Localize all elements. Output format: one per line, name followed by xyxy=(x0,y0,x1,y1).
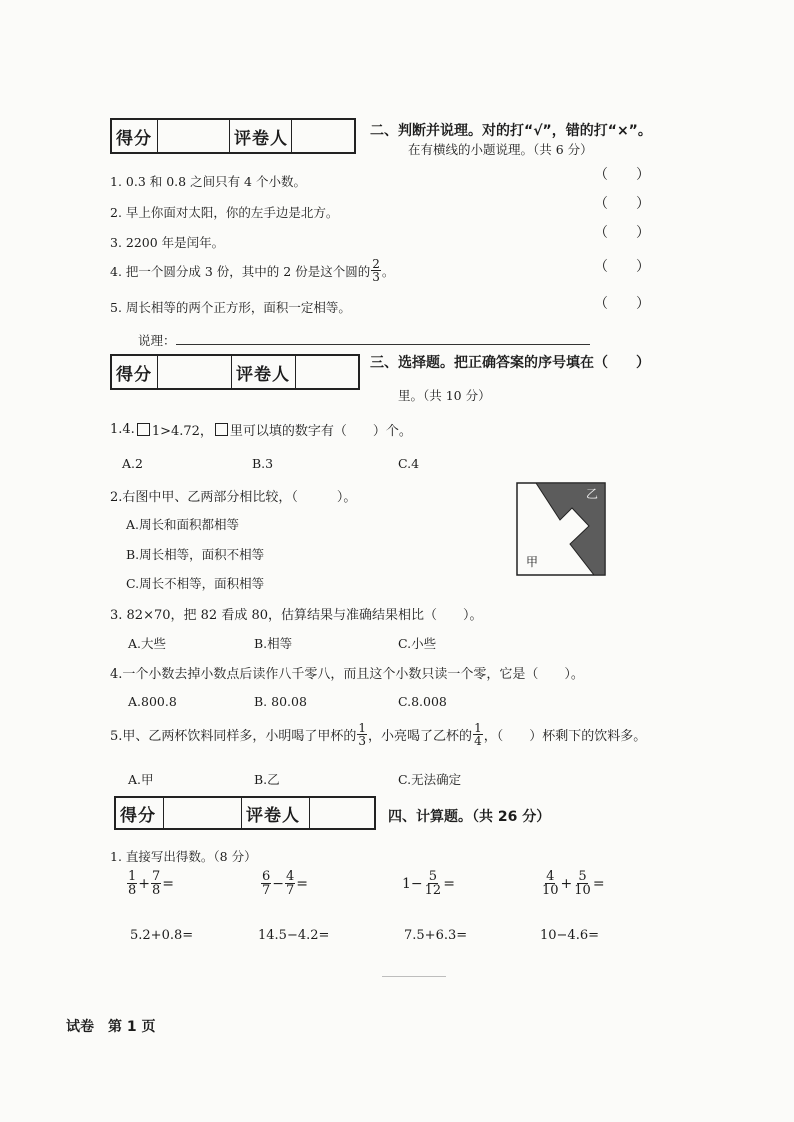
calc-item-3: 1 − $\frac{5}{12}$ = xyxy=(402,869,455,898)
q2-option-c[interactable]: C.周长不相等，面积相等 xyxy=(126,576,265,591)
fraction: $\frac{2}{3}$ xyxy=(372,257,380,284)
score-box-section4 xyxy=(114,796,376,830)
q3-option-a[interactable]: A.大些 xyxy=(128,636,167,651)
calc-subtitle: 1. 直接写出得数。（8 分） xyxy=(110,849,257,864)
q3-option-b[interactable]: B.相等 xyxy=(254,636,293,651)
fraction: $\frac{1}{3}$ xyxy=(358,721,367,748)
fraction: $\frac{1}{4}$ xyxy=(474,721,482,748)
q3-option-c[interactable]: C.小些 xyxy=(398,636,437,651)
divider xyxy=(382,976,446,977)
calc-item-7: 7.5+6.3= xyxy=(404,928,468,943)
answer-paren-5[interactable]: （ ） xyxy=(594,296,650,312)
score-box-section3 xyxy=(110,354,360,390)
grader-field[interactable] xyxy=(292,120,354,152)
calc-item-4: $\frac{4}{10}$ + $\frac{5}{10}$ = xyxy=(542,869,605,898)
score-field[interactable] xyxy=(164,798,242,828)
answer-paren-3[interactable]: （ ） xyxy=(594,225,650,241)
q5-option-a[interactable]: A.甲 xyxy=(128,772,154,787)
choice-question-5: 5.甲、乙两杯饮料同样多，小明喝了甲杯的 $\frac{1}{3}$ ，小亮喝了乙杯的 $\frac{1}{4}$ ，（ ）杯剩下的饮料多。 xyxy=(110,721,647,748)
q4-option-a[interactable]: A.800.8 xyxy=(128,694,177,709)
judge-item-5: 5. 周长相等的两个正方形，面积一定相等。 xyxy=(110,300,351,315)
q5-option-b[interactable]: B.乙 xyxy=(254,772,280,787)
figure-label-a: 甲 xyxy=(526,555,539,569)
calc-item-8: 10−4.6= xyxy=(540,928,600,943)
score-field[interactable] xyxy=(158,120,230,152)
judge-item-1: 1. 0.3 和 0.8 之间只有 4 个小数。 xyxy=(110,174,306,189)
grader-field[interactable] xyxy=(296,356,358,388)
explain-line[interactable] xyxy=(176,344,590,345)
explain-label: 说理： xyxy=(138,333,176,348)
score-label: 得分 xyxy=(116,128,152,149)
judge-item-2: 2. 早上你面对太阳，你的左手边是北方。 xyxy=(110,205,339,220)
choice-question-4: 4.一个小数去掉小数点后读作八千零八，而且这个小数只读一个零，它是（ ）。 xyxy=(110,667,584,682)
q4-option-c[interactable]: C.8.008 xyxy=(398,694,447,709)
judge-item-4: 4. 把一个圆分成 3 份，其中的 2 份是这个圆的 $\frac{2}{3}$ 。 xyxy=(110,257,395,284)
section4-title: 四、计算题。（共 26 分） xyxy=(388,809,551,825)
choice-question-2: 2.右图中甲、乙两部分相比较，（ ）。 xyxy=(110,490,357,505)
figure-label-b: 乙 xyxy=(586,487,599,501)
q4-option-b[interactable]: B. 80.08 xyxy=(254,694,307,709)
q1-option-c[interactable]: C.4 xyxy=(398,456,420,471)
q1-option-a[interactable]: A.2 xyxy=(122,456,143,471)
section2-subtitle: 在有横线的小题说理。（共 6 分） xyxy=(408,142,593,157)
answer-paren-2[interactable]: （ ） xyxy=(594,196,650,212)
grader-field[interactable] xyxy=(310,798,374,828)
grader-label: 评卷人 xyxy=(236,364,290,385)
calc-item-5: 5.2+0.8= xyxy=(130,928,194,943)
calc-item-1: $\frac{1}{8}$ + $\frac{7}{8}$ = xyxy=(128,869,175,898)
choice-question-1: 1.4. 1>4.72， 里可以填的数字有（ ）个。 xyxy=(110,422,412,439)
calc-item-6: 14.5−4.2= xyxy=(258,928,330,943)
blank-box[interactable] xyxy=(137,423,150,436)
page-footer: 试卷 第 1 页 xyxy=(66,1019,156,1035)
section3-title: 三、选择题。把正确答案的序号填在（ ） xyxy=(370,355,650,371)
score-label: 得分 xyxy=(120,805,156,826)
answer-paren-1[interactable]: （ ） xyxy=(594,167,650,183)
score-field[interactable] xyxy=(158,356,232,388)
grader-label: 评卷人 xyxy=(246,805,300,826)
score-box-section2 xyxy=(110,118,356,154)
grader-label: 评卷人 xyxy=(234,128,288,149)
section2-title: 二、判断并说理。对的打“√”，错的打“×”。 xyxy=(370,123,652,139)
blank-box[interactable] xyxy=(215,423,228,436)
square-figure xyxy=(516,482,606,576)
judge-item-3: 3. 2200 年是闰年。 xyxy=(110,235,225,250)
answer-paren-4[interactable]: （ ） xyxy=(594,259,650,275)
q2-option-a[interactable]: A.周长和面积都相等 xyxy=(126,517,240,532)
calc-item-2: $\frac{6}{7}$ − $\frac{4}{7}$ = xyxy=(262,869,309,898)
q2-option-b[interactable]: B.周长相等，面积不相等 xyxy=(126,547,265,562)
choice-question-3: 3. 82×70，把 82 看成 80，估算结果与准确结果相比（ ）。 xyxy=(110,608,483,623)
q5-option-c[interactable]: C.无法确定 xyxy=(398,772,462,787)
section3-subtitle: 里。（共 10 分） xyxy=(398,388,491,403)
score-label: 得分 xyxy=(116,364,152,385)
q1-option-b[interactable]: B.3 xyxy=(252,456,274,471)
